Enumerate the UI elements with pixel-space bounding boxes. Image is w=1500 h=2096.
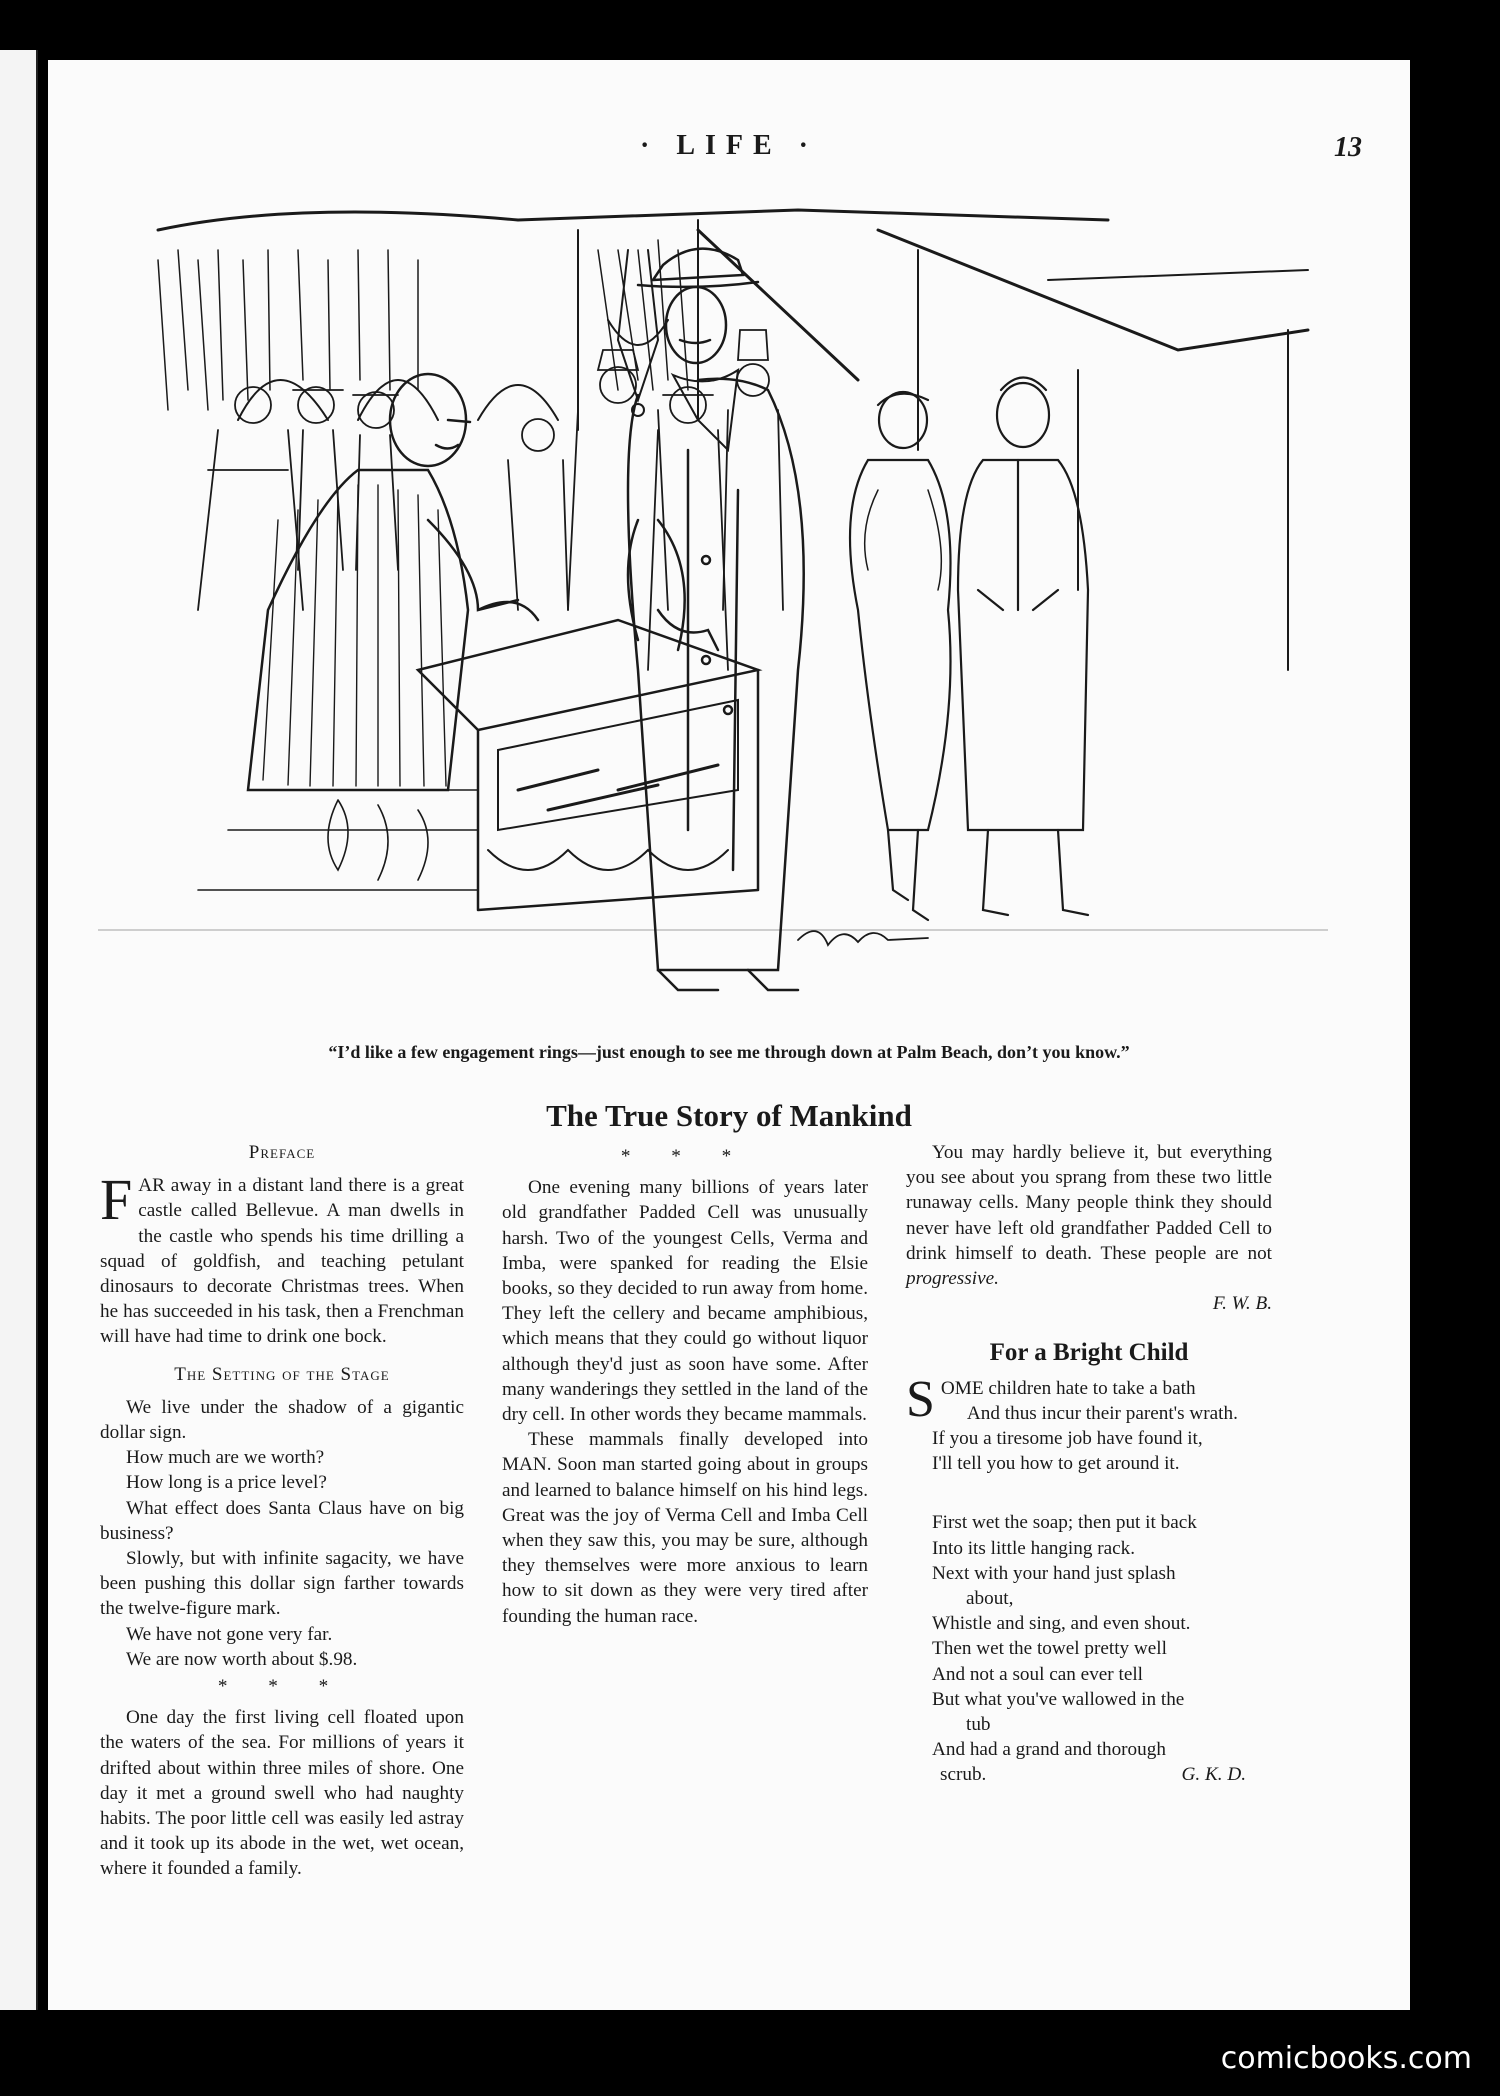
butler-figure [958,378,1088,916]
jewelry-counter [198,620,758,910]
artist-signature [798,931,928,945]
setting-heading: The Setting of the Stage [174,1363,390,1385]
stanza-break [906,1476,1272,1510]
magazine-page [48,60,1410,2010]
poem-last-word: scrub. [940,1764,987,1786]
magazine-title: · LIFE · [639,130,819,161]
article-title: The True Story of Mankind [546,1098,912,1133]
poem-first-line: SOME children hate to take a bath [906,1370,1196,1428]
cell-paragraph-2: One evening many billions of years later old grandfather Padded Cell was unusually harsh. Two of the youngest Cells, Verma and Imba, were spanked for reading the Elsie books, so they decided to run away from home. They left the cellery and became amphibious, which means that they could go without liquor although they'd just as soon have some. After many wanderings they settled in the land of the dry cell. In other words they became mammals. [502,1177,868,1426]
poem-line: tub [966,1714,991,1736]
cartoon-illustration [98,190,1328,1020]
poem-stanza-2 [906,1510,1272,1762]
cartoon-caption: “I’d like a few engagement rings—just enough to see me through down at Palm Beach, don’t you know.” [328,1042,1130,1062]
poem-line: Next with your hand just splash [932,1562,1176,1584]
ballroom-background [158,210,1308,670]
poem-last-line [906,1762,1272,1787]
poem-line: Then wet the towel pretty well [932,1638,1167,1660]
column-2 [502,1140,868,1629]
setting-line: How much are we worth? [126,1447,325,1469]
setting-line: How long is a price level? [126,1472,327,1494]
poem-line: And thus incur their parent's wrath. [966,1402,1238,1424]
column-3 [906,1140,1272,1788]
poem-line: Into its little hanging rack. [932,1537,1136,1559]
poem-signature: G. K. D. [1181,1764,1246,1786]
poem-line: But what you've wallowed in the [932,1688,1185,1710]
preface-heading: Preface [248,1142,316,1163]
poem-line: Whistle and sing, and even shout. [932,1613,1191,1635]
watermark: comicbooks.com [1220,2041,1472,2076]
poem-line: about, [966,1588,1014,1610]
cell-paragraph-3: These mammals finally developed into MAN. Soon man started going about in groups and learned to balance himself on his hind legs. Great was the joy of Verma Cell and Imba Cell when they saw this, you may be sure, although they themselves were more anxious to learn how to sit down as they were very tired after founding the human race. [502,1429,868,1627]
setting-line: What effect does Santa Claus have on big business? [100,1497,464,1544]
facing-page-edge [0,50,38,2010]
page-number: 13 [1334,132,1362,163]
article-signature: F. W. B. [1212,1293,1272,1315]
setting-line: We live under the shadow of a gigantic dollar sign. [100,1396,464,1444]
preface-paragraph: FAR away in a distant land there is a great castle called Bellevue. A man dwells in the castle who spends his time drilling a squad of goldfish, and teaching petulant dinosaurs to decorate Christmas trees. When he has succeeded in his task, then a Frenchman will have had time to drink one bock. [100,1167,464,1348]
setting-line: We are now worth about $.98. [126,1648,358,1670]
poem-line: And not a soul can ever tell [932,1663,1143,1685]
poem-line: If you a tiresome job have found it, [932,1428,1203,1450]
setting-line: Slowly, but with infinite sagacity, we have been pushing this dollar sign farther towards the twelve-figure mark. [100,1548,464,1620]
cell-paragraph-1: One day the first living cell floated upon the waters of the sea. For millions of years it drifted about within three miles of shore. One day it met a ground swell who had naughty habits. The poor little cell was easily led astray and it took up its abode in the wet, wet ocean, where it founded a family. [100,1707,464,1880]
poem-line: I'll tell you how to get around it. [932,1453,1180,1475]
section-divider: * * * [217,1676,347,1698]
cell-paragraph-4: You may hardly believe it, but everything you see about you sprang from these two little runaway cells. Many people think they should never have left old grandfather Padded Cell to drink himself to death. These people are not progressive. [906,1142,1272,1290]
customer-figure [628,249,804,990]
lady-in-fur-figure [850,392,951,920]
poem-drop-cap: S [906,1370,935,1428]
column-1 [100,1140,464,1882]
drop-cap: F [100,1167,133,1233]
poem-title: For a Bright Child [989,1339,1189,1367]
setting-line: We have not gone very far. [126,1623,333,1645]
poem-line: And had a grand and thorough [932,1739,1166,1761]
poem-line: First wet the soap; then put it back [932,1512,1197,1534]
setting-lines [100,1395,464,1672]
page-header [48,130,1410,170]
section-divider: * * * [620,1146,750,1167]
